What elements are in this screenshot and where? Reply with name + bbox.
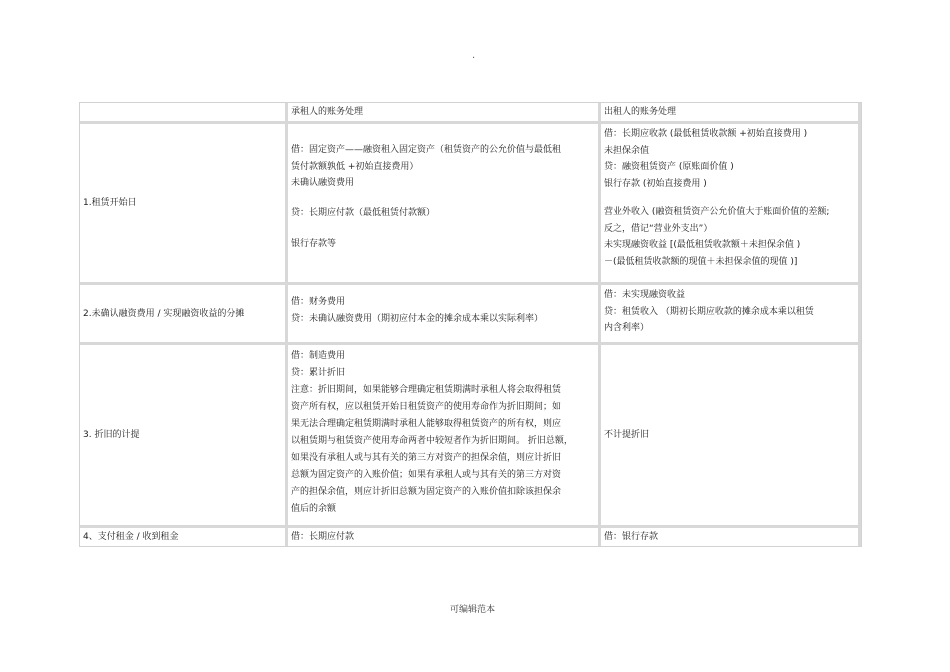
lessee-line: 贷：长期应付款（最低租赁付款额） [291,207,436,218]
table-row [80,121,861,282]
table-row [80,342,861,525]
lessee-line [291,221,595,236]
header-cell-empty [80,103,285,121]
table-row [80,282,861,342]
table-header-row [80,103,861,121]
row-label-cell [80,345,285,525]
lessor-line [604,192,855,204]
lessee-line: 借：长期应付款 [291,532,355,542]
header-lessee: 承租人的账务处理 [288,103,598,121]
lessee-line: 果无法合理确定租赁期满时承租人能够取得租赁资产的所有权，则应 [291,419,562,429]
row-label: 4、支付租金 / 收到租金 [83,532,179,542]
lessee-line: 注意：折旧期间，如果能够合理确定租赁期满时承租人将会取得租赁 [291,385,562,395]
lessor-line: 内含利率） [604,323,650,333]
lessee-line: 以租赁期与租赁资产使用寿命两者中较短者作为折旧期间。 折旧总额， [291,436,573,446]
lessor-line: 借：未实现融资收益 [604,290,686,300]
lessor-line: 借：银行存款 [604,532,659,542]
header-lessor: 出租人的账务处理 [601,103,858,121]
lessee-cell [288,528,598,546]
lessor-line: 未担保余值 [604,145,650,156]
header-mark: . [472,50,476,61]
lessee-line: 总额为固定资产的入账价值；如果有承租人或与其有关的第三方对资 [291,470,562,480]
row-label: 2.未确认融资费用 / 实现融资收益的分摊 [83,308,245,319]
row-label-cell [80,285,285,342]
lessee-line: 产的担保余值，则应计折旧总额为固定资产的入账价值扣除该担保余 [291,487,562,497]
lessor-line: 银行存款 (初始直接费用 ) [604,178,707,189]
lessor-line: －(最低租赁收款额的现值＋未担保余值的现值 )] [604,256,798,267]
lessee-line: 资产所有权，应以租赁开始日租赁资产的使用寿命作为折旧期间；如 [291,402,562,412]
row-label-cell [80,124,285,282]
row-label: 1.租赁开始日 [83,197,137,208]
lessee-line: 值后的余额 [291,504,337,514]
lessor-line: 反之，借记“营业外支出”） [604,223,713,234]
lessor-line: 借：长期应收款 (最低租赁收款额 +初始直接费用 ) [604,129,808,139]
lessor-cell [601,345,858,525]
footer-text: 可编辑范本 [450,605,496,615]
lessor-line: 未实现融资收益 [(最低租赁收款额＋未担保余值 ) [604,240,801,250]
lessee-line: 赁付款额孰低 +初始直接费用） [291,161,419,172]
accounting-table [79,102,862,547]
lessor-cell [601,124,858,282]
lessee-line: 如果没有承租人或与其有关的第三方对资产的担保余值，则应计折旧 [291,453,562,463]
lessee-line: 借：财务费用 [291,297,346,307]
table-row [80,525,861,546]
lessee-cell [288,285,598,342]
lessor-line: 贷：租赁收入 （期初长期应收款的摊余成本乘以租赁 [604,306,814,317]
lessor-cell [601,285,858,342]
lessee-cell [288,124,598,282]
lessee-line: 借：制造费用 [291,351,346,361]
lessee-cell [288,345,598,525]
lessee-line [291,192,595,205]
lessor-line: 营业外收入 (融资租赁资产公允价值大于账面价值的差额; [604,207,830,217]
lessor-line: 不计提折旧 [604,429,650,440]
lessee-line: 银行存款等 [291,239,337,249]
row-label-cell [80,528,285,546]
lessor-cell [601,528,858,546]
lessee-line: 借：固定资产——融资租入固定资产（租赁资产的公允价值与最低租 [291,145,562,155]
lessor-line: 贷：融资租赁资产 (原账面价值 ) [604,162,734,172]
lessee-line: 未确认融资费用 [291,178,355,188]
lessee-line: 贷：未确认融资费用（期初应付本金的摊余成本乘以实际利率） [291,313,544,324]
row-label: 3. 折旧的计提 [83,429,140,440]
lessee-line: 贷：累计折旧 [291,368,346,378]
